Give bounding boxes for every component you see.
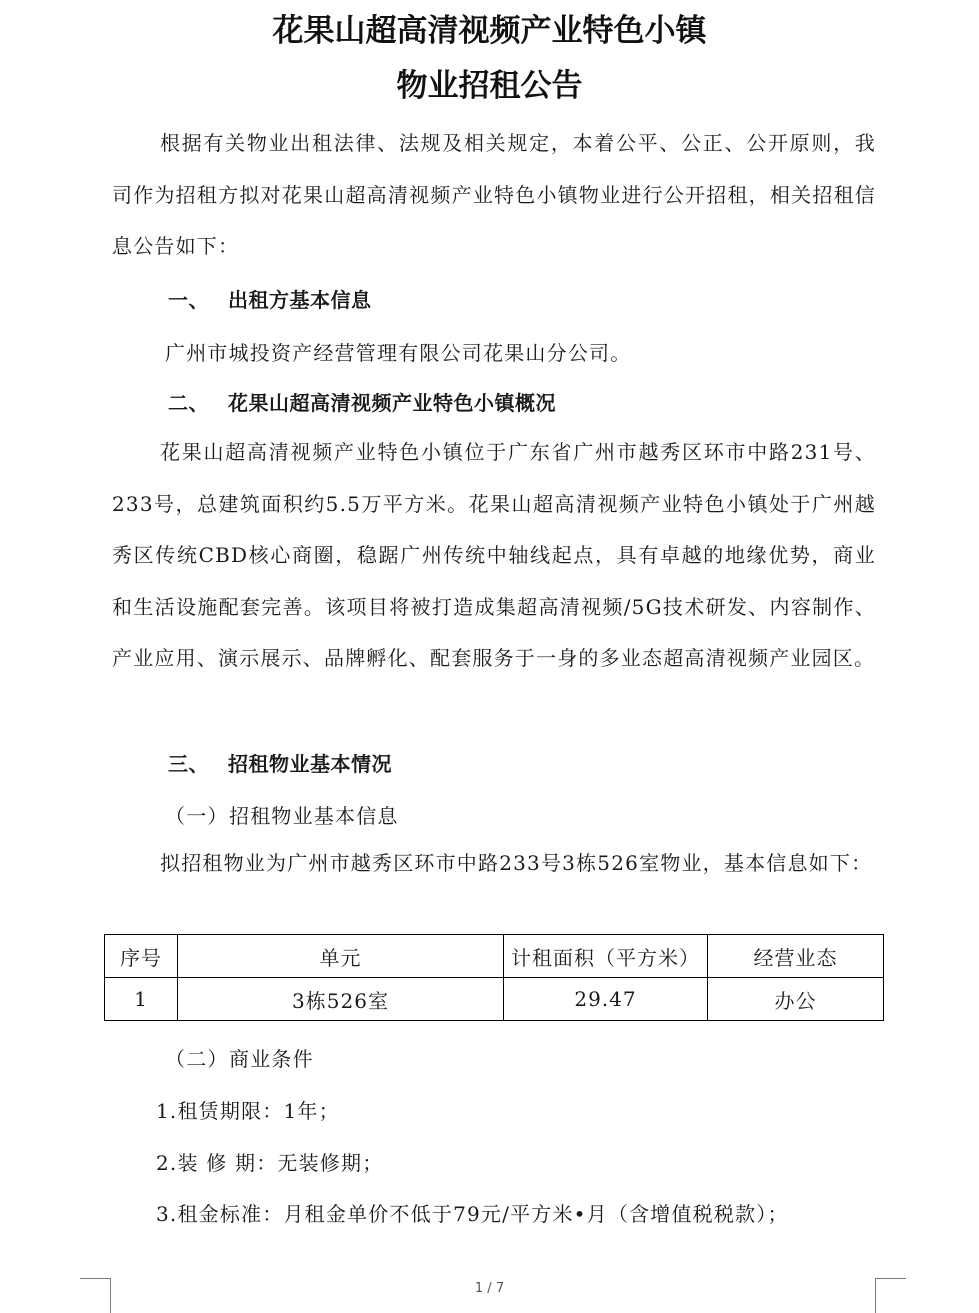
- section-3-number: 三、: [168, 752, 209, 776]
- condition-fitout-period: 2.装 修 期：无装修期；: [156, 1151, 384, 1175]
- page-number: 1 / 7: [474, 1281, 505, 1296]
- header-cell-unit: 单元: [178, 935, 504, 978]
- cell-index: 1: [105, 978, 178, 1021]
- condition-rent-standard: 3.租金标准：月租金单价不低于79元/平方米•月（含增值税税款）；: [156, 1202, 789, 1226]
- header-cell-business-type: 经营业态: [708, 935, 884, 978]
- subsection-1-heading: [165, 800, 399, 829]
- lessor-name: 广州市城投资产经营管理有限公司花果山分公司。: [165, 341, 632, 365]
- cell-unit: 3栋526室: [178, 978, 504, 1021]
- table-row: [105, 978, 884, 1021]
- section-2-heading: [168, 387, 556, 416]
- property-description: 拟招租物业为广州市越秀区环市中路233号3栋526室物业，基本信息如下：: [160, 851, 873, 875]
- section-1-number: 一、: [168, 288, 209, 312]
- doc-title-line1: 花果山超高清视频产业特色小镇: [272, 13, 707, 49]
- condition-lease-term: 1.租赁期限：1年；: [156, 1099, 340, 1123]
- section-1-heading: [168, 284, 372, 313]
- section-3-title: 招租物业基本情况: [228, 752, 392, 776]
- intro-paragraph: 根据有关物业出租法律、法规及相关规定，本着公平、公正、公开原则，我司作为招租方拟对花果山超高清视频产业特色小镇物业进行公开招租，相关招租信息公告如下：: [112, 131, 876, 258]
- subsection-1-title: 招租物业基本信息: [229, 804, 399, 828]
- subsection-2-heading: [165, 1043, 314, 1072]
- cell-business-type: 办公: [708, 978, 884, 1021]
- table-header-row: [105, 935, 884, 978]
- header-cell-area: 计租面积（平方米）: [504, 935, 708, 978]
- property-table: [104, 934, 884, 1021]
- section-2-number: 二、: [168, 391, 209, 415]
- subsection-2-title: 商业条件: [229, 1047, 314, 1071]
- section-1-title: 出租方基本信息: [228, 288, 372, 312]
- overview-paragraph: 花果山超高清视频产业特色小镇位于广东省广州市越秀区环市中路231号、233号，总建筑面积约5.5万平方米。花果山超高清视频产业特色小镇处于广州越秀区传统CBD核心商圈，稳踞广州传统中轴线起点，具有卓越的地缘优势，商业和生活设施配套完善。该项目将被打造成集超高清视频/5G技术研发、内容制作、产业应用、演示展示、品牌孵化、配套服务于一身的多业态超高清视频产业园区。: [112, 440, 876, 670]
- doc-title-line2: 物业招租公告: [396, 68, 583, 104]
- section-3-heading: [168, 748, 392, 777]
- cell-area: 29.47: [504, 978, 708, 1021]
- header-cell-index: 序号: [105, 935, 178, 978]
- subsection-1-number: （一）: [165, 804, 229, 828]
- subsection-2-number: （二）: [165, 1047, 229, 1071]
- section-2-title: 花果山超高清视频产业特色小镇概况: [228, 391, 556, 415]
